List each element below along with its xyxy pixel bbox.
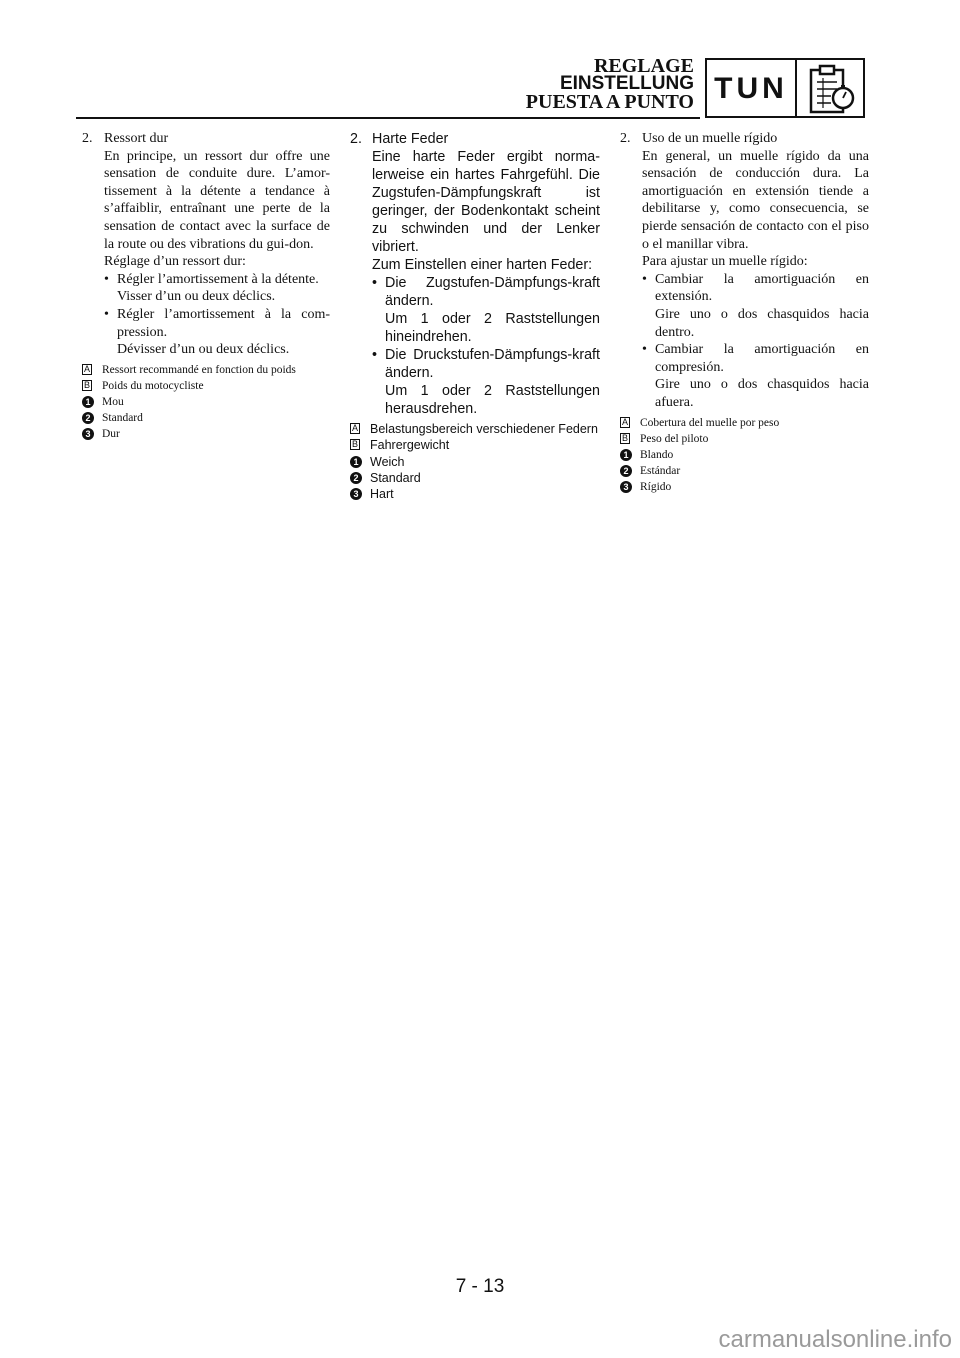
- header-title-german: EINSTELLUNG: [559, 73, 694, 94]
- german-heading: Harte Feder: [372, 131, 449, 147]
- spanish-key-a: [620, 415, 869, 431]
- spanish-step-number: 2.: [620, 131, 631, 146]
- bullet-dot: •: [372, 347, 378, 363]
- page-number: 7 - 13: [455, 1276, 505, 1297]
- spanish-key-list: [620, 415, 869, 495]
- french-bullet-2-action: Régler l’amortissement à la com-pression.: [117, 306, 330, 340]
- key-text: Ressort recommandé en fonction du poids: [102, 363, 296, 376]
- bullet-dot: •: [372, 275, 378, 291]
- key-text: Estándar: [640, 464, 681, 477]
- french-key-b: [82, 378, 330, 394]
- french-key-list: [82, 362, 330, 442]
- spanish-column: [620, 130, 869, 495]
- french-body: En principe, un ressort dur offre une sensation de conduite dure. L’amor-tissement à la détente a tendance à s’affaiblir, entraînant une perte de la sensation de contact avec la surface de la route ou des vibrations du gui-don.: [104, 148, 330, 252]
- section-badge-divider: [795, 60, 797, 116]
- german-step: [350, 130, 600, 418]
- key-text: Mou: [102, 395, 124, 408]
- section-badge: [705, 58, 865, 118]
- header-rule: [76, 117, 700, 119]
- key-number-circle: 2: [82, 412, 94, 424]
- bullet-dot: •: [642, 342, 647, 358]
- german-bullet-1-action: Die Zugstufen-Dämpfungs-kraft ändern.: [385, 275, 600, 309]
- french-key-3: [82, 426, 330, 442]
- spanish-subheading: Para ajustar un muelle rígido:: [642, 254, 808, 270]
- key-text: Weich: [370, 454, 405, 469]
- german-bullet-1-detail: Um 1 oder 2 Raststellungen hineindrehen.: [385, 311, 600, 345]
- key-text: Dur: [102, 427, 120, 440]
- german-key-2: [350, 470, 600, 486]
- key-number-circle: 1: [82, 396, 94, 408]
- key-letter-box: B: [351, 439, 358, 450]
- german-bullet-2-action: Die Druckstufen-Dämpfungs-kraft ändern.: [385, 347, 600, 381]
- spanish-heading: Uso de un muelle rígido: [642, 131, 778, 146]
- french-bullet-2-detail: Dévisser d’un ou deux déclics.: [117, 342, 290, 358]
- spanish-bullet-1: [642, 271, 869, 341]
- spanish-key-2: [620, 463, 869, 479]
- key-text: Belastungsbereich verschiedener Federn: [370, 422, 598, 436]
- german-bullet-2-detail: Um 1 oder 2 Raststellungen herausdrehen.: [385, 383, 600, 417]
- key-number-circle: 1: [350, 456, 362, 468]
- spanish-bullet-1-action: Cambiar la amortiguación en extensión.: [655, 271, 869, 305]
- bullet-dot: •: [104, 271, 109, 287]
- spanish-step: [620, 130, 869, 412]
- header-title-french: REGLAGE: [593, 55, 694, 77]
- bullet-dot: •: [104, 306, 109, 322]
- key-letter-box: A: [621, 416, 628, 427]
- key-letter-box: A: [83, 363, 90, 374]
- german-bullet-2: [372, 346, 600, 418]
- german-key-list: [350, 421, 600, 502]
- section-badge-label: TUN: [714, 72, 788, 105]
- key-text: Standard: [102, 411, 143, 424]
- french-bullet-1-action: Régler l’amortissement à la détente.: [117, 271, 319, 287]
- key-number-circle: 3: [350, 488, 362, 500]
- header-title-spanish: PUESTA A PUNTO: [525, 91, 694, 113]
- key-text: Standard: [370, 470, 421, 485]
- french-key-a: [82, 362, 330, 378]
- bullet-dot: •: [642, 271, 647, 287]
- key-text: Hart: [370, 487, 394, 502]
- german-bullet-1: [372, 274, 600, 346]
- french-key-1: [82, 394, 330, 410]
- german-subheading: Zum Einstellen einer harten Feder:: [372, 257, 593, 273]
- key-text: Poids du motocycliste: [102, 379, 204, 392]
- french-subheading: Réglage d’un ressort dur:: [104, 254, 246, 270]
- watermark: carmanualsonline.info: [718, 1326, 952, 1353]
- key-number-circle: 3: [82, 428, 94, 440]
- french-step-number: 2.: [82, 131, 93, 146]
- spanish-bullet-1-detail: Gire uno o dos chasquidos hacia dentro.: [655, 306, 869, 340]
- key-number-circle: 2: [620, 465, 632, 477]
- french-bullet-1: [104, 271, 330, 306]
- german-key-3: [350, 486, 600, 502]
- key-letter-box: B: [621, 432, 628, 443]
- french-column: [82, 130, 330, 442]
- spanish-body: En general, un muelle rígido da una sensación de conducción dura. La amortiguación en extensión tiende a debilitarse y, como consecuencia, se pierde sensación de contacto con el piso o el manillar vibra.: [642, 148, 869, 252]
- key-text: Fahrergewicht: [370, 438, 450, 453]
- key-text: Rígido: [640, 480, 672, 493]
- german-step-number: 2.: [350, 131, 362, 147]
- german-body: Eine harte Feder ergibt norma-lerweise ein hartes Fahrgefühl. Die Zugstufen-Dämpfungskraft ist geringer, der Bodenkontakt scheint zu schwinden und der Lenker vibriert.: [372, 149, 600, 255]
- spanish-key-1: [620, 447, 869, 463]
- french-key-2: [82, 410, 330, 426]
- french-heading: Ressort dur: [104, 131, 169, 146]
- key-number-circle: 1: [620, 449, 632, 461]
- key-letter-box: B: [83, 379, 90, 390]
- key-number-circle: 3: [620, 481, 632, 493]
- french-bullet-2: [104, 306, 330, 359]
- key-text: Blando: [640, 448, 674, 461]
- french-bullet-1-detail: Visser d’un ou deux déclics.: [117, 289, 276, 305]
- spanish-bullet-2-action: Cambiar la amortiguación en compresión.: [655, 342, 869, 375]
- key-number-circle: 2: [350, 472, 362, 484]
- clipboard-stopwatch-icon: [805, 64, 859, 114]
- spanish-bullet-2: [642, 341, 869, 411]
- key-text: Peso del piloto: [640, 432, 709, 445]
- spanish-key-3: [620, 479, 869, 495]
- key-text: Cobertura del muelle por peso: [640, 416, 780, 429]
- german-key-b: [350, 437, 600, 453]
- spanish-key-b: [620, 431, 869, 447]
- german-column: [350, 130, 600, 502]
- french-step: [82, 130, 330, 359]
- key-letter-box: A: [351, 423, 358, 433]
- german-key-1: [350, 454, 600, 470]
- spanish-bullet-2-detail: Gire uno o dos chasquidos hacia afuera.: [655, 377, 869, 410]
- german-key-a: [350, 421, 600, 437]
